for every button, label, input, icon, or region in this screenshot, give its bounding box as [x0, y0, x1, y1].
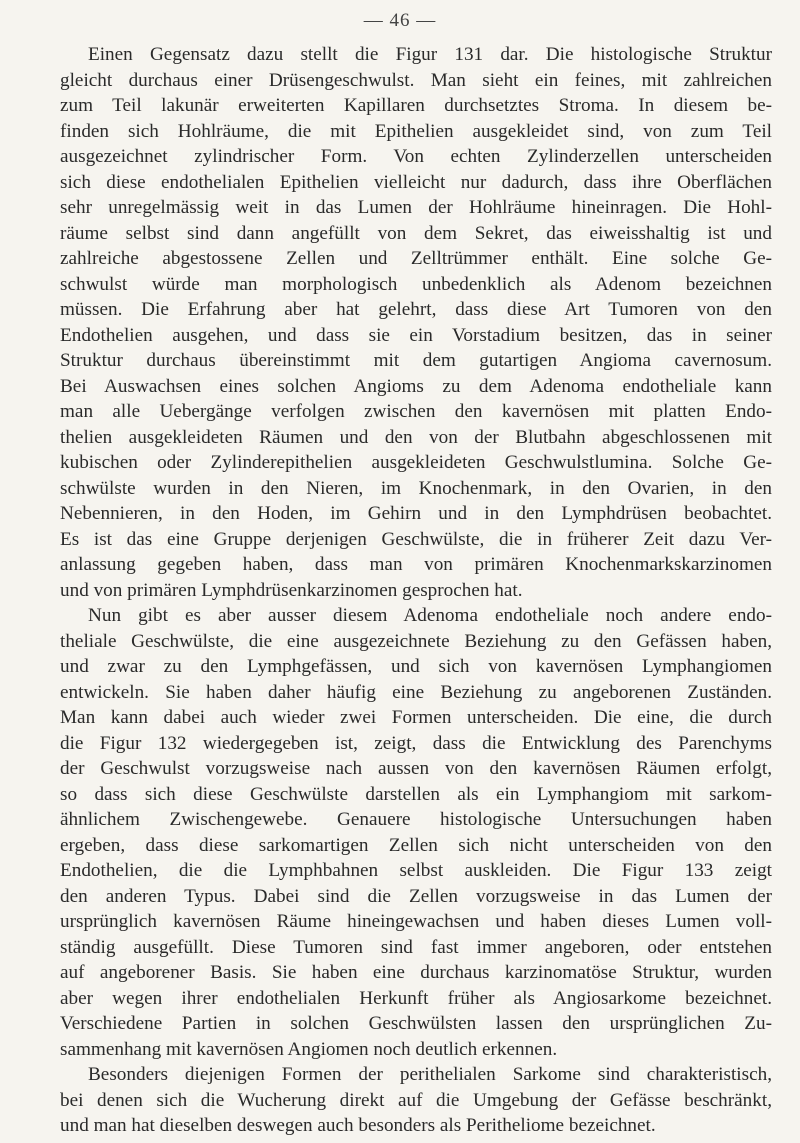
text-line: man alle Uebergänge verfolgen zwischen den kavernösen mit platten Endo-	[60, 401, 772, 422]
text-line: schwulst würde man morphologisch unbedenklich als Adenom bezeichnen	[60, 273, 772, 295]
text-line: Struktur durchaus übereinstimmt mit dem gutartigen Angioma cavernosum.	[60, 350, 772, 371]
text-line: anlassung gegeben haben, dass man von primären Knochenmarkskarzinomen	[60, 554, 772, 575]
text-line: Endothelien ausgehen, und dass sie ein Vorstadium besitzen, das in seiner	[60, 324, 772, 346]
text-line: auf angeborener Basis. Sie haben eine durchaus karzinomatöse Struktur, wurden	[60, 962, 772, 983]
text-line: sammenhang mit kavernösen Angiomen noch deutlich erkennen.	[60, 1038, 558, 1060]
paragraph	[60, 603, 772, 1062]
text-line: ergeben, dass diese sarkomartigen Zellen sich nicht unterscheiden von den	[60, 834, 772, 856]
text-line: Es ist das eine Gruppe derjenigen Geschwülste, die in früherer Zeit dazu Ver-	[60, 528, 772, 550]
text-line: theliale Geschwülste, die eine ausgezeichnete Beziehung zu den Gefässen haben,	[60, 630, 772, 652]
text-line: und von primären Lymphdrüsenkarzinomen gesprochen hat.	[60, 579, 523, 601]
text-line: Endothelien, die die Lymphbahnen selbst auskleiden. Die Figur 133 zeigt	[60, 860, 772, 881]
paragraph	[60, 42, 772, 603]
text-line: der Geschwulst vorzugsweise nach aussen von den kavernösen Räumen erfolgt,	[60, 758, 772, 779]
text-line: sich diese endothelialen Epithelien vielleicht nur dadurch, dass ihre Oberflächen	[60, 171, 772, 193]
text-line: räume selbst sind dann angefüllt von dem Sekret, das eiweisshaltig ist und	[60, 222, 772, 244]
text-line: Bei Auswachsen eines solchen Angioms zu dem Adenoma endotheliale kann	[60, 375, 772, 397]
text-line: aber wegen ihrer endothelialen Herkunft früher als Angiosarkome bezeichnet.	[60, 987, 772, 1009]
page-number: — 46 —	[363, 10, 437, 31]
text-line: zum Teil lakunär erweiterten Kapillaren durchsetztes Stroma. In diesem be-	[60, 95, 772, 116]
text-line: Einen Gegensatz dazu stellt die Figur 131 dar. Die histologische Struktur	[88, 44, 772, 65]
text-line: kubischen oder Zylinderepithelien ausgekleideten Geschwulstlumina. Solche Ge-	[60, 452, 772, 473]
text-line: und man hat dieselben deswegen auch besonders als Peritheliome bezeichnet.	[60, 1115, 656, 1136]
text-line: Verschiedene Partien in solchen Geschwülsten lassen den ursprünglichen Zu-	[60, 1013, 772, 1034]
text-line: zahlreiche abgestossene Zellen und Zelltrümmer enthält. Eine solche Ge-	[60, 248, 772, 269]
paragraph	[60, 1062, 772, 1139]
text-line: ausgezeichnet zylindrischer Form. Von echten Zylinderzellen unterscheiden	[60, 146, 772, 167]
text-line: finden sich Hohlräume, die mit Epithelien ausgekleidet sind, von zum Teil	[60, 120, 772, 142]
body-text	[60, 42, 772, 1139]
text-line: ursprünglich kavernösen Räume hineingewachsen und haben dieses Lumen voll-	[60, 911, 772, 932]
text-line: so dass sich diese Geschwülste darstellen als ein Lymphangiom mit sarkom-	[60, 783, 772, 805]
text-line: thelien ausgekleideten Räumen und den von der Blutbahn abgeschlossenen mit	[60, 426, 772, 448]
text-line: Nun gibt es aber ausser diesem Adenoma endotheliale noch andere endo-	[88, 605, 772, 626]
text-line: Besonders diejenigen Formen der perithelialen Sarkome sind charakteristisch,	[88, 1064, 772, 1085]
text-line: und zwar zu den Lymphgefässen, und sich von kavernösen Lymphangiomen	[60, 656, 772, 677]
text-line: ähnlichem Zwischengewebe. Genauere histologische Untersuchungen haben	[60, 809, 772, 830]
text-line: gleicht durchaus einer Drüsengeschwulst. Man sieht ein feines, mit zahlreichen	[60, 69, 772, 91]
text-line: bei denen sich die Wucherung direkt auf die Umgebung der Gefässe beschränkt,	[60, 1089, 772, 1111]
text-line: ständig ausgefüllt. Diese Tumoren sind fast immer angeboren, oder entstehen	[60, 936, 772, 958]
text-line: sehr unregelmässig weit in das Lumen der Hohlräume hineinragen. Die Hohl-	[60, 197, 772, 218]
text-line: schwülste wurden in den Nieren, im Knochenmark, in den Ovarien, in den	[60, 477, 772, 499]
text-line: entwickeln. Sie haben daher häufig eine Beziehung zu angeborenen Zuständen.	[60, 681, 772, 703]
text-line: Man kann dabei auch wieder zwei Formen unterscheiden. Die eine, die durch	[60, 707, 772, 728]
text-line: den anderen Typus. Dabei sind die Zellen vorzugsweise in das Lumen der	[60, 885, 772, 907]
text-line: müssen. Die Erfahrung aber hat gelehrt, dass diese Art Tumoren von den	[60, 299, 772, 320]
text-line: Nebennieren, in den Hoden, im Gehirn und in den Lymphdrüsen beobachtet.	[60, 503, 772, 524]
text-line: die Figur 132 wiedergegeben ist, zeigt, dass die Entwicklung des Parenchyms	[60, 732, 772, 754]
